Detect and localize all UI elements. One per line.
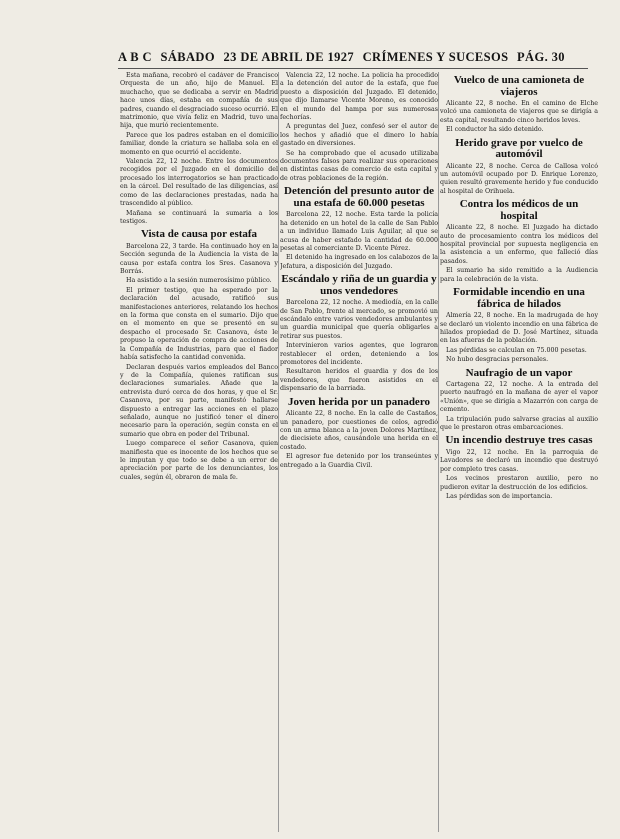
paragraph: Esta mañana, recobró el cadáver de Francisco Orquesta de un año, hijo de Manuel. El muchacho, que se dedicaba a servir en Madrid hace unos días, estaba en compañía de sus padres, cuando el desgraciado suceso ocurrió. El matrimonio, que vivía feliz en Madrid, tuvo una hija, que murió recientemente. xyxy=(120,72,278,130)
paragraph: Declaran después varios empleados del Banco y de la Compañía, quienes ratifican sus declaraciones sumariales. Añade que la entrevista duró cerca de dos horas, y que el Sr. Casanova, por su parte, manifestó hallarse dispuesto a entregar las acciones en el plazo señalado, aunque no justificó tener el dinero necesario para la operación, según consta en el sumario que obra en poder del Tribunal. xyxy=(120,363,278,438)
paragraph: Alicante 22, 8 noche. Cerca de Callosa volcó un automóvil ocupado por D. Enrique Lorenzo, quien resultó gravemente herido y fue conducido al hospital de Orihuela. xyxy=(440,162,598,195)
paragraph: Intervinieron varios agentes, que lograron restablecer el orden, deteniendo a los promotores del incidente. xyxy=(280,342,438,366)
paragraph: El primer testigo, que ha esperado por la declaración del acusado, ratificó sus manifestaciones anteriores, relatando los hechos en la forma que consta en el sumario. Dijo que en el momento en que se presentó en su despacho el procesado Sr. Casanova, éste le propuso la operación de compra de acciones de la Compañía de Industrias, para que el fiador había satisfecho la cantidad convenida. xyxy=(120,286,278,362)
header-page: PÁG. 30 xyxy=(517,50,565,64)
page-header xyxy=(118,50,588,68)
article-headline: Detención del presunto autor de una estafa de 60.000 pesetas xyxy=(284,185,434,209)
paragraph: El agresor fue detenido por los transeúntes y entregado a la Guardia Civil. xyxy=(280,453,438,469)
paragraph: Alicante 22, 8 noche. En la calle de Castaños, un panadero, por cuestiones de celos, agredió con un arma blanca a la joven Dolores Martínez, de diecisiete años, causándole una herida en el costado. xyxy=(280,410,438,451)
paragraph: El sumario ha sido remitido a la Audiencia para la celebración de la vista. xyxy=(440,267,598,283)
column-2 xyxy=(280,72,438,834)
article-headline: Escándalo y riña de un guardia y unos vendedores xyxy=(281,273,437,297)
paragraph: Mañana se continuará la sumaria a los testigos. xyxy=(120,209,278,225)
paragraph: Luego comparece el señor Casanova, quien manifiesta que es inocente de los hechos que se le imputan y que todo se debe a un error de apreciación por parte de los denunciantes, los cuales, según él, obraron de mala fe. xyxy=(120,440,278,481)
column-divider xyxy=(278,72,279,832)
paragraph: La tripulación pudo salvarse gracias al auxilio que le prestaron otras embarcaciones. xyxy=(440,415,598,432)
paragraph: Ha asistido a la sesión numerosísimo público. xyxy=(126,277,272,285)
paragraph: Cartagena 22, 12 noche. A la entrada del puerto naufragó en la mañana de ayer el vapor «Unión», que se dirigía a Mazarrón con carga de cemento. xyxy=(440,381,598,414)
paragraph: El conductor ha sido detenido. xyxy=(446,126,544,134)
column-1 xyxy=(120,72,278,834)
paragraph: Valencia 22, 12 noche. Entre los documentos recogidos por el Juzgado en el domicilio del procesado los interrogatorios se han practicado en la cárcel. Del resultado de las diligencias, así como de las declaraciones prestadas, nada ha trascendido al público. xyxy=(120,158,278,208)
column-3 xyxy=(440,72,598,834)
header-section: CRÍMENES Y SUCESOS xyxy=(362,50,509,64)
article-headline: Contra los médicos de un hospital xyxy=(459,198,579,222)
paragraph: Vigo 22, 12 noche. En la parroquia de Lavadores se declaró un incendio que destruyó por completo tres casas. xyxy=(440,448,598,473)
paragraph: Barcelona 22, 12 noche. A mediodía, en la calle de San Pablo, frente al mercado, se promovió un escándalo entre varios vendedores ambulantes y un guardia municipal que quería obligarles a retirar sus puestos. xyxy=(280,299,438,340)
paragraph: El detenido ha ingresado en los calabozos de la Jefatura, a disposición del Juzgado. xyxy=(280,254,438,270)
article-headline: Formidable incendio en una fábrica de hilados xyxy=(453,286,585,310)
paragraph: Resultaron heridos el guardia y dos de los vendedores, que fueron asistidos en el dispensario de la barriada. xyxy=(280,368,438,393)
paragraph: Las pérdidas son de importancia. xyxy=(446,493,553,500)
header-day: SÁBADO xyxy=(160,50,215,64)
paragraph: Los vecinos prestaron auxilio, pero no pudieron evitar la destrucción de los edificios. xyxy=(440,475,598,491)
paragraph: Alicante 22, 8 noche. El Juzgado ha dictado auto de procesamiento contra los médicos del hospital provincial por supuesta negligencia en la asistencia a un enfermo, que falleció días pasados. xyxy=(440,224,598,265)
article-headline: Vuelco de una camioneta de viajeros xyxy=(453,74,585,98)
header-rule xyxy=(118,68,588,69)
paragraph: No hubo desgracias personales. xyxy=(446,356,549,364)
paragraph: Las pérdidas se calculan en 75.000 pesetas. xyxy=(446,346,587,354)
header-date: 23 DE ABRIL DE 1927 xyxy=(223,50,355,64)
article-headline: Naufragio de un vapor xyxy=(465,366,573,379)
article-headline: Herido grave por vuelco de automóvil xyxy=(455,136,583,161)
paragraph: Parece que los padres estaban en el domicilio familiar, donde la criatura se hallaba sola en el momento en que ocurrió el accidente. xyxy=(120,131,278,156)
paragraph: Almería 22, 8 noche. En la madrugada de hoy se declaró un violento incendio en una fábrica de hilados propiedad de D. José Martínez, situada en las afueras de la población. xyxy=(440,312,598,345)
paragraph: Alicante 22, 8 noche. En el camino de Elche volcó una camioneta de viajeros que se dirigía a esta capital, resultando cinco heridos leves. xyxy=(440,100,598,124)
header-abc: A B C xyxy=(118,50,152,64)
article-headline: Joven herida por un panadero xyxy=(287,395,430,408)
column-divider xyxy=(438,72,439,832)
paragraph: Barcelona 22, 3 tarde. Ha continuado hoy en la Sección segunda de la Audiencia la vista de la causa por estafa contra los Sres. Casanova y Borrás. xyxy=(120,242,278,276)
article-headline: Vista de causa por estafa xyxy=(140,228,258,241)
paragraph: A preguntas del Juez, confesó ser el autor de los hechos y añadió que el dinero lo había gastado en diversiones. xyxy=(280,123,438,148)
paragraph: Valencia 22, 12 noche. La policía ha procedido a la detención del autor de la estafa, que fue puesto a disposición del Juzgado. El detenido, que dijo llamarse Vicente Moreno, es conocido en el mundo del hampa por sus numerosas fechorías. xyxy=(280,72,438,122)
article-headline: Un incendio destruye tres casas xyxy=(445,434,593,447)
paragraph: Barcelona 22, 12 noche. Esta tarde la policía ha detenido en un hotel de la calle de San Pablo a un individuo llamado Luis Aguilar, al que se acusa de haber estafado la cantidad de 60.000 pesetas al comerciante D. Vicente Pérez. xyxy=(280,211,438,252)
paragraph: Se ha comprobado que el acusado utilizaba documentos falsos para realizar sus operaciones en distintas casas de comercio de esta capital y de otras poblaciones de la región. xyxy=(280,149,438,182)
